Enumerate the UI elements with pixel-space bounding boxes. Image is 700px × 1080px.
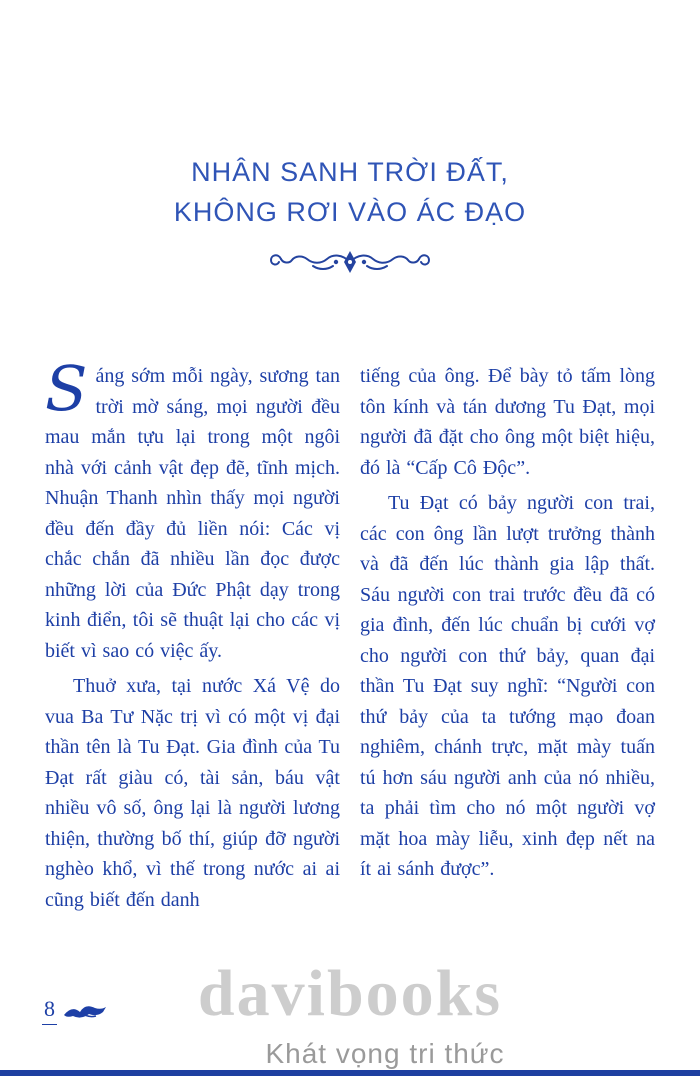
paragraph-left-1: [45, 352, 340, 666]
left-column: [45, 352, 340, 920]
ornament-divider: [0, 248, 700, 281]
paragraph-right-1: tiếng của ông. Để bày tỏ tấm lòng tôn kính và tán dương Tu Đạt, mọi người đã đặt cho ông một biệt hiệu, đó là “Cấp Cô Độc”.: [360, 365, 655, 479]
scroll-flourish-icon: [255, 248, 445, 276]
page-number-block: [42, 996, 108, 1025]
paragraph-left-1-text: áng sớm mỗi ngày, sương tan trời mờ sáng, mọi người đều mau mắn tựu lại trong một ngôi nhà với cảnh vật đẹp đẽ, tĩnh mịch. Nhuận Thanh nhìn thấy mọi người đều đến đầy đủ liền nói: Các vị chắc chắn đã nhiều lần đọc được những lời của Đức Phật dạy trong kinh điển, tôi sẽ thuật lại cho các vị biết vì sao có việc ấy.: [45, 365, 340, 662]
chapter-title: [0, 152, 700, 232]
paragraph-right-2: Tu Đạt có bảy người con trai, các con ông lần lượt trưởng thành và đã đến lúc thành gia lập thất. Sáu người con trai trước đều đã có gia đình, đến lúc chuẩn bị cưới vợ cho người con thứ bảy, quan đại thần Tu Đạt suy nghĩ: “Người con thứ bảy của ta tướng mạo đoan nghiêm, chánh trực, mặt mày tuấn tú hơn sáu người anh của nó nhiều, ta phải tìm cho nó một người vợ mặt hoa mày liễu, xinh đẹp nết na ít ai sánh được”.: [360, 492, 655, 880]
two-column-text: [0, 352, 700, 920]
watermark-text: davibooks: [197, 957, 503, 1030]
paragraph-left-2: Thuở xưa, tại nước Xá Vệ do vua Ba Tư Nặc trị vì có một vị đại thần tên là Tu Đạt. Gia đình của Tu Đạt rất giàu có, tài sản, báu vật nhiều vô số, ông lại là người lương thiện, thường bố thí, giúp đỡ người nghèo khổ, vì thế trong nước ai ai cũng biết đến danh: [45, 675, 340, 911]
chapter-title-line2: KHÔNG RƠI VÀO ÁC ĐẠO: [173, 197, 527, 227]
flying-bird-icon: [62, 1000, 108, 1022]
page-number: 8: [42, 996, 57, 1025]
watermark-tagline: Khát vọng tri thức: [265, 1038, 505, 1069]
bottom-edge-bar: [0, 1070, 700, 1076]
dropcap-letter: S: [45, 352, 88, 425]
chapter-title-line1: NHÂN SANH TRỜI ĐẤT,: [191, 157, 509, 187]
right-column: [360, 361, 655, 920]
